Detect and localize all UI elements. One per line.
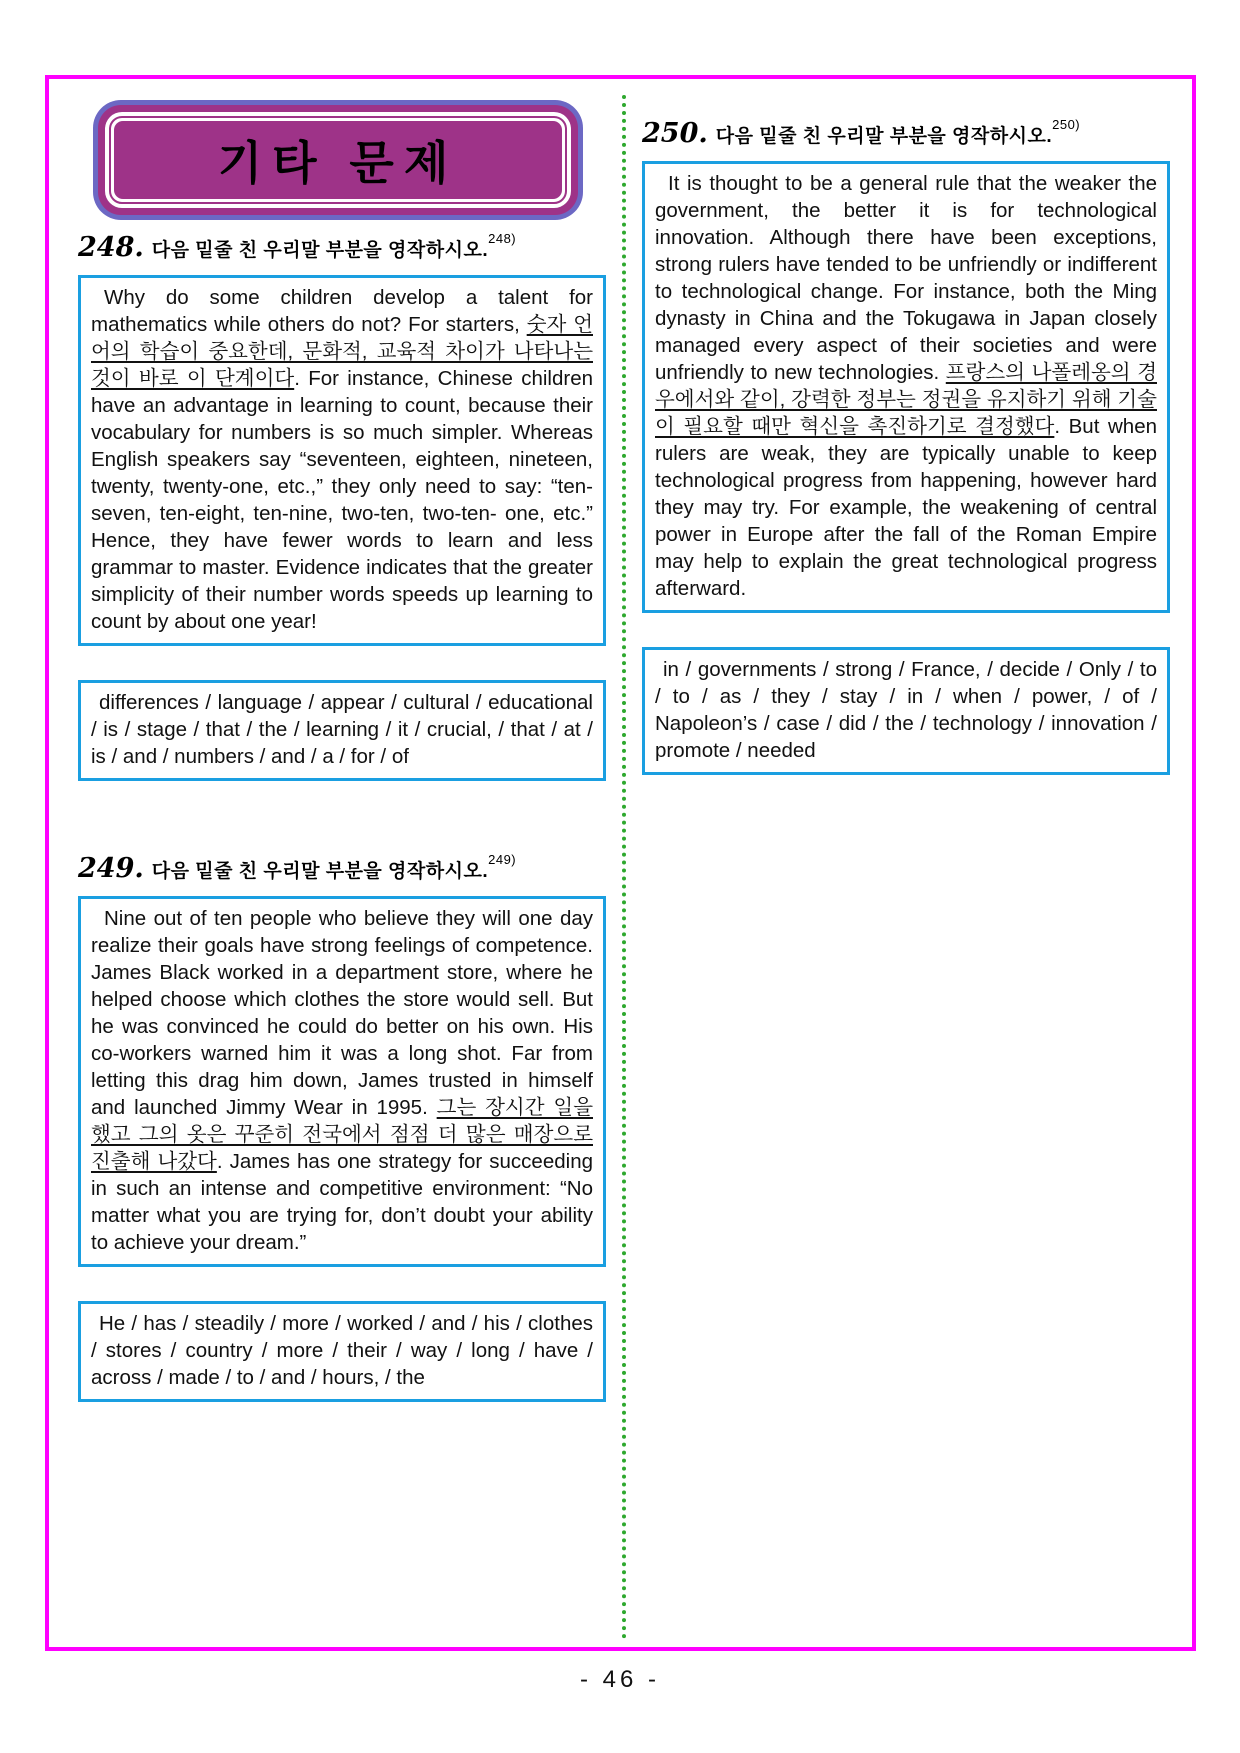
question-249-header <box>78 853 606 884</box>
passage-box <box>78 896 606 1267</box>
passage-segment: . James has one strategy for succeeding in such an intense and competitive environment: “No matter what you are trying for, don’t doubt your ability to achieve your dream.” <box>91 1150 593 1254</box>
question-number: 249. <box>78 853 144 884</box>
question-prompt <box>151 230 517 262</box>
question-number: 250. <box>642 118 708 149</box>
page-number: - 46 - <box>579 1666 660 1693</box>
question-prompt <box>151 851 517 883</box>
right-column <box>642 118 1170 775</box>
question-number: 248. <box>78 232 144 263</box>
badge-inner-panel <box>114 121 562 199</box>
word-bank-text: differences / language / appear / cultural / educational / is / stage / that / the / learning / it / crucial, / that / at / is / and / numbers / and / a / for / of <box>91 691 593 768</box>
passage-box <box>642 161 1170 613</box>
underlined-korean-segment: 숫자 언어의 학습이 중요한데, 문화적, 교육적 차이가 나타나는 것이 바로 이 단계이다 <box>91 313 593 390</box>
passage-text <box>655 170 1157 602</box>
question-prompt-text: 다음 밑줄 친 우리말 부분을 영작하시오. <box>715 126 1053 147</box>
left-column <box>78 232 606 1402</box>
question-250-header <box>642 118 1170 149</box>
question-248 <box>78 232 606 781</box>
underlined-korean-segment: 프랑스의 나폴레옹의 경우에서와 같이, 강력한 정부는 정권을 유지하기 위해 기술이 필요할 때만 혁신을 촉진하기로 결정했다 <box>655 361 1157 438</box>
word-bank-box <box>642 647 1170 775</box>
passage-text <box>91 905 593 1256</box>
question-prompt <box>715 116 1081 148</box>
word-bank-box <box>78 1301 606 1402</box>
word-bank-text: He / has / steadily / more / worked / and / his / clothes / stores / country / more / their / way / long / have / across / made / to / and / hours, / the <box>91 1312 593 1389</box>
passage-text <box>91 284 593 635</box>
passage-segment: Nine out of ten people who believe they will one day realize their goals have strong feelings of competence. James Black worked in a department store, where he helped choose which clothes the store would sell. But he was convinced he could do better on his own. His co-workers warned him it was a long shot. Far from letting this drag him down, James trusted in himself and launched Jimmy Wear in 1995. <box>91 907 593 1119</box>
passage-segment: . But when rulers are weak, they are typically unable to keep technological progress from happening, however hard they may try. For example, the weakening of central power in Europe after the fall of the Roman Empire may help to explain the great technological progress afterward. <box>655 415 1157 600</box>
question-footnote: 249) <box>488 851 517 867</box>
question-249 <box>78 853 606 1402</box>
word-bank-text: in / governments / strong / France, / decide / Only / to / to / as / they / stay / in / when / power, / of / Napoleon’s / case / did / the / technology / innovation / promote / needed <box>655 658 1157 762</box>
column-divider <box>622 95 626 1640</box>
question-250 <box>642 118 1170 775</box>
badge-ring-magenta <box>98 105 578 215</box>
badge-ring-line <box>109 116 567 204</box>
passage-segment: It is thought to be a general rule that the weaker the government, the better it is for technological innovation. Although there have been exceptions, strong rulers have tended to be unfriendly or indifferent to technological change. For instance, both the Ming dynasty in China and the Tokugawa in Japan closely managed every aspect of their societies and were unfriendly to new technologies. <box>655 172 1157 384</box>
section-header-badge <box>93 100 583 220</box>
question-248-header <box>78 232 606 263</box>
passage-segment: Why do some children develop a talent for mathematics while others do not? For starters, <box>91 286 593 336</box>
question-footnote: 248) <box>488 230 517 246</box>
underlined-korean-segment: 그는 장시간 일을 했고 그의 옷은 꾸준히 전국에서 점점 더 많은 매장으로 진출해 나갔다 <box>91 1096 593 1173</box>
word-bank-box <box>78 680 606 781</box>
passage-box <box>78 275 606 646</box>
passage-segment: . For instance, Chinese children have an advantage in learning to count, because their vocabulary for numbers is so much simpler. Whereas English speakers say “seventeen, eighteen, nineteen, twenty, twenty-one, etc.,” they only need to say: “ten-seven, ten-eight, ten-nine, two-ten, two-ten- one, etc.” Hence, they have fewer words to learn and less grammar to master. Evidence indicates that the greater simplicity of their number words speeds up learning to count by about one year! <box>91 367 593 633</box>
question-footnote: 250) <box>1052 116 1081 132</box>
badge-ring-white <box>105 112 571 208</box>
section-title: 기타 문제 <box>217 137 459 189</box>
question-prompt-text: 다음 밑줄 친 우리말 부분을 영작하시오. <box>151 861 489 882</box>
question-prompt-text: 다음 밑줄 친 우리말 부분을 영작하시오. <box>151 240 489 261</box>
